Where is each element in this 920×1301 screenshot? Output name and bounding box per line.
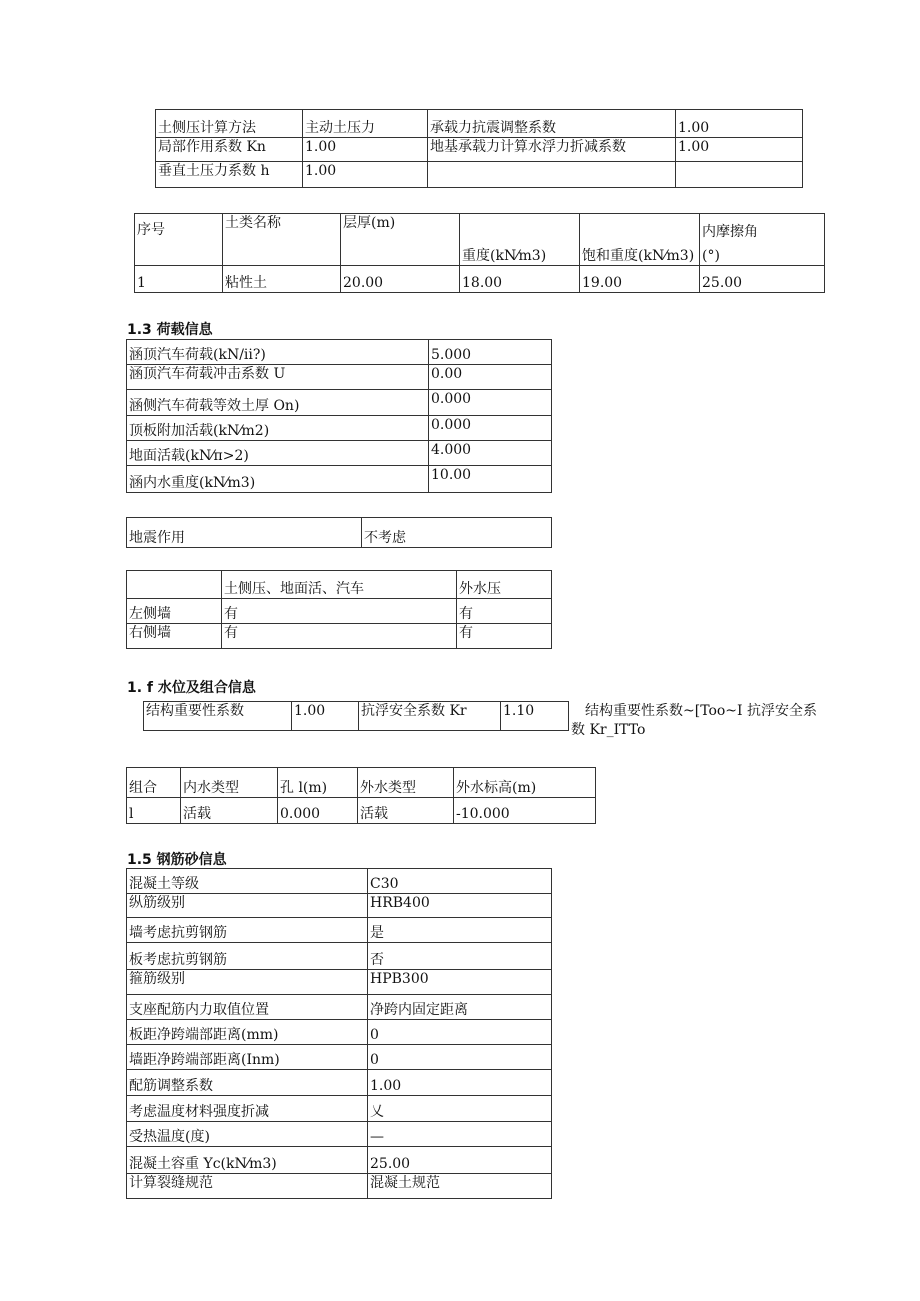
cell: -10.000	[454, 798, 596, 824]
table-header-row	[127, 571, 552, 599]
table-row	[135, 266, 825, 293]
cell: l	[127, 798, 181, 824]
table-row	[127, 1020, 552, 1045]
load-table	[126, 339, 552, 493]
cell	[676, 162, 803, 188]
cell: 1.00	[368, 1070, 552, 1096]
cell: 右侧墙	[127, 624, 222, 649]
cell: 0.000	[429, 416, 552, 441]
column-header: 外水标高(m)	[454, 768, 596, 798]
cell: 受热温度(度)	[127, 1122, 368, 1147]
cell: 有	[222, 599, 457, 624]
cell: 配筋调整系数	[127, 1070, 368, 1096]
cell: 粘性土	[223, 266, 341, 293]
column-header: 序号	[135, 214, 223, 266]
table-row	[127, 624, 552, 649]
cell: 垂直土压力系数 h	[156, 162, 303, 188]
cell: 涵内水重度(kN⁄m3)	[127, 466, 429, 493]
table-row	[127, 798, 596, 824]
cell: 18.00	[460, 266, 580, 293]
table-row	[127, 1174, 552, 1199]
cell: 顶板附加活载(kN⁄m2)	[127, 416, 429, 441]
cell: 19.00	[580, 266, 700, 293]
cell: 土侧压计算方法	[156, 110, 303, 138]
cell: 涵侧汽车荷载等效土厚 On)	[127, 390, 429, 416]
cell: 混凝土规范	[368, 1174, 552, 1199]
cell: 是	[368, 918, 552, 943]
cell: 左侧墙	[127, 599, 222, 624]
cell: 支座配筋内力取值位置	[127, 995, 368, 1020]
table-row	[127, 894, 552, 918]
table-row	[127, 970, 552, 995]
cell: HRB400	[368, 894, 552, 918]
table-row	[127, 466, 552, 493]
section-heading-water: 1. f 水位及组合信息	[127, 680, 256, 696]
cell: 4.000	[429, 441, 552, 466]
cell: 箍筋级别	[127, 970, 368, 995]
cell: 0.000	[429, 390, 552, 416]
section-heading-rebar: 1.5 钢筋砂信息	[127, 852, 227, 868]
cell: 主动土压力	[303, 110, 428, 138]
column-header: 饱和重度(kN⁄m3)	[580, 214, 700, 266]
cell: 涵顶汽车荷载冲击系数 U	[127, 365, 429, 390]
cell: —	[368, 1122, 552, 1147]
table-row	[144, 702, 569, 731]
cell: 有	[457, 599, 552, 624]
cell: 乂	[368, 1096, 552, 1122]
table-row	[127, 365, 552, 390]
cell: 涵顶汽车荷载(kN/ii?)	[127, 340, 429, 365]
note-line: 结构重要性系数~[Too~I 抗浮安全系	[585, 703, 818, 719]
cell: C30	[368, 869, 552, 894]
table-row	[127, 1147, 552, 1174]
column-header: 土类名称	[223, 214, 341, 266]
water-factor-table	[143, 701, 569, 731]
cell: 1.00	[676, 110, 803, 138]
cell: HPB300	[368, 970, 552, 995]
column-header	[700, 214, 825, 266]
table-row	[127, 918, 552, 943]
cell	[428, 162, 676, 188]
column-header: 重度(kN⁄m3)	[460, 214, 580, 266]
cell: 否	[368, 943, 552, 970]
table-row	[127, 943, 552, 970]
cell: 20.00	[341, 266, 460, 293]
section-heading-load: 1.3 荷载信息	[127, 322, 213, 338]
table-row	[127, 416, 552, 441]
cell: 25.00	[700, 266, 825, 293]
cell: 0	[368, 1045, 552, 1070]
table-row	[127, 1096, 552, 1122]
column-header: 层厚(m)	[341, 214, 460, 266]
cell: 0.00	[429, 365, 552, 390]
cell: 板距净跨端部距离(mm)	[127, 1020, 368, 1045]
column-header	[127, 571, 222, 599]
cell: 1.00	[676, 138, 803, 162]
table-row	[127, 995, 552, 1020]
column-header: 土侧压、地面活、汽车	[222, 571, 457, 599]
cell: 承载力抗震调整系数	[428, 110, 676, 138]
table-row	[127, 1045, 552, 1070]
cell: 计算裂缝规范	[127, 1174, 368, 1199]
table-row	[127, 340, 552, 365]
header-line: (°)	[702, 248, 720, 264]
soil-pressure-table	[155, 109, 803, 188]
column-header: 外水类型	[358, 768, 454, 798]
cell: 地面活载(kN⁄π>2)	[127, 441, 429, 466]
cell: 10.00	[429, 466, 552, 493]
column-header: 内水类型	[181, 768, 278, 798]
cell: 混凝土容重 Yc(kN⁄m3)	[127, 1147, 368, 1174]
table-row	[127, 1070, 552, 1096]
column-header: 组合	[127, 768, 181, 798]
cell: 25.00	[368, 1147, 552, 1174]
column-header: 外水压	[457, 571, 552, 599]
combination-table	[126, 767, 596, 824]
cell: 抗浮安全系数 Kr	[359, 702, 501, 731]
seismic-table	[126, 517, 552, 548]
cell: 板考虑抗剪钢筋	[127, 943, 368, 970]
table-row	[127, 441, 552, 466]
cell: 有	[457, 624, 552, 649]
table-row	[156, 138, 803, 162]
table-row	[127, 390, 552, 416]
table-row	[127, 869, 552, 894]
table-header-row	[135, 214, 825, 266]
cell: 净跨内固定距离	[368, 995, 552, 1020]
cell: 0.000	[278, 798, 358, 824]
cell: 有	[222, 624, 457, 649]
wall-pressure-table	[126, 570, 552, 649]
table-row	[127, 599, 552, 624]
soil-layer-table	[134, 213, 825, 293]
cell: 1.00	[303, 162, 428, 188]
rebar-table	[126, 868, 552, 1199]
cell: 墙距净跨端部距离(Inm)	[127, 1045, 368, 1070]
header-line: 内摩擦角	[702, 224, 758, 240]
cell: 结构重要性系数	[144, 702, 292, 731]
cell: 1.10	[501, 702, 569, 731]
column-header: 孔 l(m)	[278, 768, 358, 798]
cell: 不考虑	[362, 518, 552, 548]
cell: 局部作用系数 Kn	[156, 138, 303, 162]
table-row	[127, 1122, 552, 1147]
cell: 5.000	[429, 340, 552, 365]
table-row	[127, 518, 552, 548]
table-row	[156, 110, 803, 138]
cell: 活载	[358, 798, 454, 824]
cell: 墙考虑抗剪钢筋	[127, 918, 368, 943]
cell: 地震作用	[127, 518, 362, 548]
cell: 考虑温度材料强度折减	[127, 1096, 368, 1122]
factor-note	[571, 702, 841, 740]
note-line: 数 Kr_ITTo	[571, 722, 646, 738]
cell: 1.00	[292, 702, 359, 731]
table-header-row	[127, 768, 596, 798]
cell: 纵筋级别	[127, 894, 368, 918]
cell: 1.00	[303, 138, 428, 162]
cell: 0	[368, 1020, 552, 1045]
cell: 1	[135, 266, 223, 293]
cell: 地基承载力计算水浮力折减系数	[428, 138, 676, 162]
table-row	[156, 162, 803, 188]
cell: 混凝土等级	[127, 869, 368, 894]
cell: 活载	[181, 798, 278, 824]
